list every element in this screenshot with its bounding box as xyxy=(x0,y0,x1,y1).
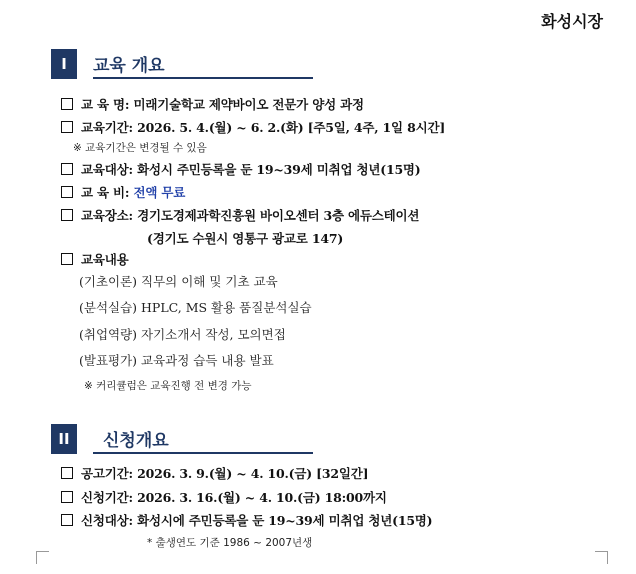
page-corner-mark xyxy=(36,551,49,564)
item-value: 2026. 3. 16.(월) ~ 4. 10.(금) 18:00까지 xyxy=(137,490,387,505)
checkbox-icon xyxy=(61,253,73,265)
course-name-item xyxy=(61,95,364,113)
content-line: (발표평가) 교육과정 습득 내용 발표 xyxy=(79,353,274,368)
page-corner-mark xyxy=(595,551,608,564)
item-value: 2026. 5. 4.(월) ~ 6. 2.(화) [주5일, 4주, 1일 8시간] xyxy=(137,120,446,135)
checkbox-icon xyxy=(61,163,73,175)
course-target-item xyxy=(61,160,421,178)
section-number: I xyxy=(51,49,77,79)
section-header-overview xyxy=(51,49,313,79)
author-title: 화성시장 xyxy=(541,12,603,31)
checkbox-icon xyxy=(61,98,73,110)
section-number: II xyxy=(51,424,77,454)
item-label: 신청대상: xyxy=(81,513,133,528)
birth-year-note: * 출생연도 기준 1986 ~ 2007년생 xyxy=(147,537,313,549)
item-label: 교육대상: xyxy=(81,162,133,177)
checkbox-icon xyxy=(61,121,73,133)
item-label: 교 육 비: xyxy=(81,185,130,200)
item-value: 화성시 주민등록을 둔 19~39세 미취업 청년(15명) xyxy=(137,162,421,177)
course-fee-item xyxy=(61,183,185,201)
course-period-item xyxy=(61,118,445,136)
checkbox-icon xyxy=(61,514,73,526)
item-value: 화성시에 주민등록을 둔 19~39세 미취업 청년(15명) xyxy=(137,513,433,528)
location-address: (경기도 수원시 영통구 광교로 147) xyxy=(147,231,344,246)
content-line: (취업역량) 자기소개서 작성, 모의면접 xyxy=(79,327,286,342)
item-label: 교육기간: xyxy=(81,120,133,135)
item-value: 전액 무료 xyxy=(133,185,186,200)
checkbox-icon xyxy=(61,467,73,479)
content-line: (분석실습) HPLC, MS 활용 품질분석실습 xyxy=(79,300,312,315)
item-label: 신청기간: xyxy=(81,490,133,505)
section-underline xyxy=(93,452,313,454)
period-note: ※ 교육기간은 변경될 수 있음 xyxy=(73,142,207,154)
checkbox-icon xyxy=(61,186,73,198)
section-title: 교육 개요 xyxy=(93,56,165,76)
content-line: (기초이론) 직무의 이해 및 기초 교육 xyxy=(79,274,278,289)
section-underline xyxy=(93,77,313,79)
application-period-item xyxy=(61,488,387,506)
section-header-application xyxy=(51,424,313,454)
checkbox-icon xyxy=(61,209,73,221)
item-value: 경기도경제과학진흥원 바이오센터 3층 에듀스테이션 xyxy=(137,208,420,223)
course-content-item xyxy=(61,250,129,268)
checkbox-icon xyxy=(61,491,73,503)
item-label: 교육내용 xyxy=(81,252,129,267)
item-label: 교육장소: xyxy=(81,208,133,223)
item-label: 교 육 명: xyxy=(81,97,130,112)
course-location-item xyxy=(61,206,419,224)
item-value: 미래기술학교 제약바이오 전문가 양성 과정 xyxy=(133,97,364,112)
section-title: 신청개요 xyxy=(103,431,169,451)
curriculum-note: ※ 커리큘럼은 교육진행 전 변경 가능 xyxy=(84,380,252,392)
application-target-item xyxy=(61,511,432,529)
item-label: 공고기간: xyxy=(81,466,133,481)
item-value: 2026. 3. 9.(월) ~ 4. 10.(금) [32일간] xyxy=(137,466,369,481)
notice-period-item xyxy=(61,464,368,482)
